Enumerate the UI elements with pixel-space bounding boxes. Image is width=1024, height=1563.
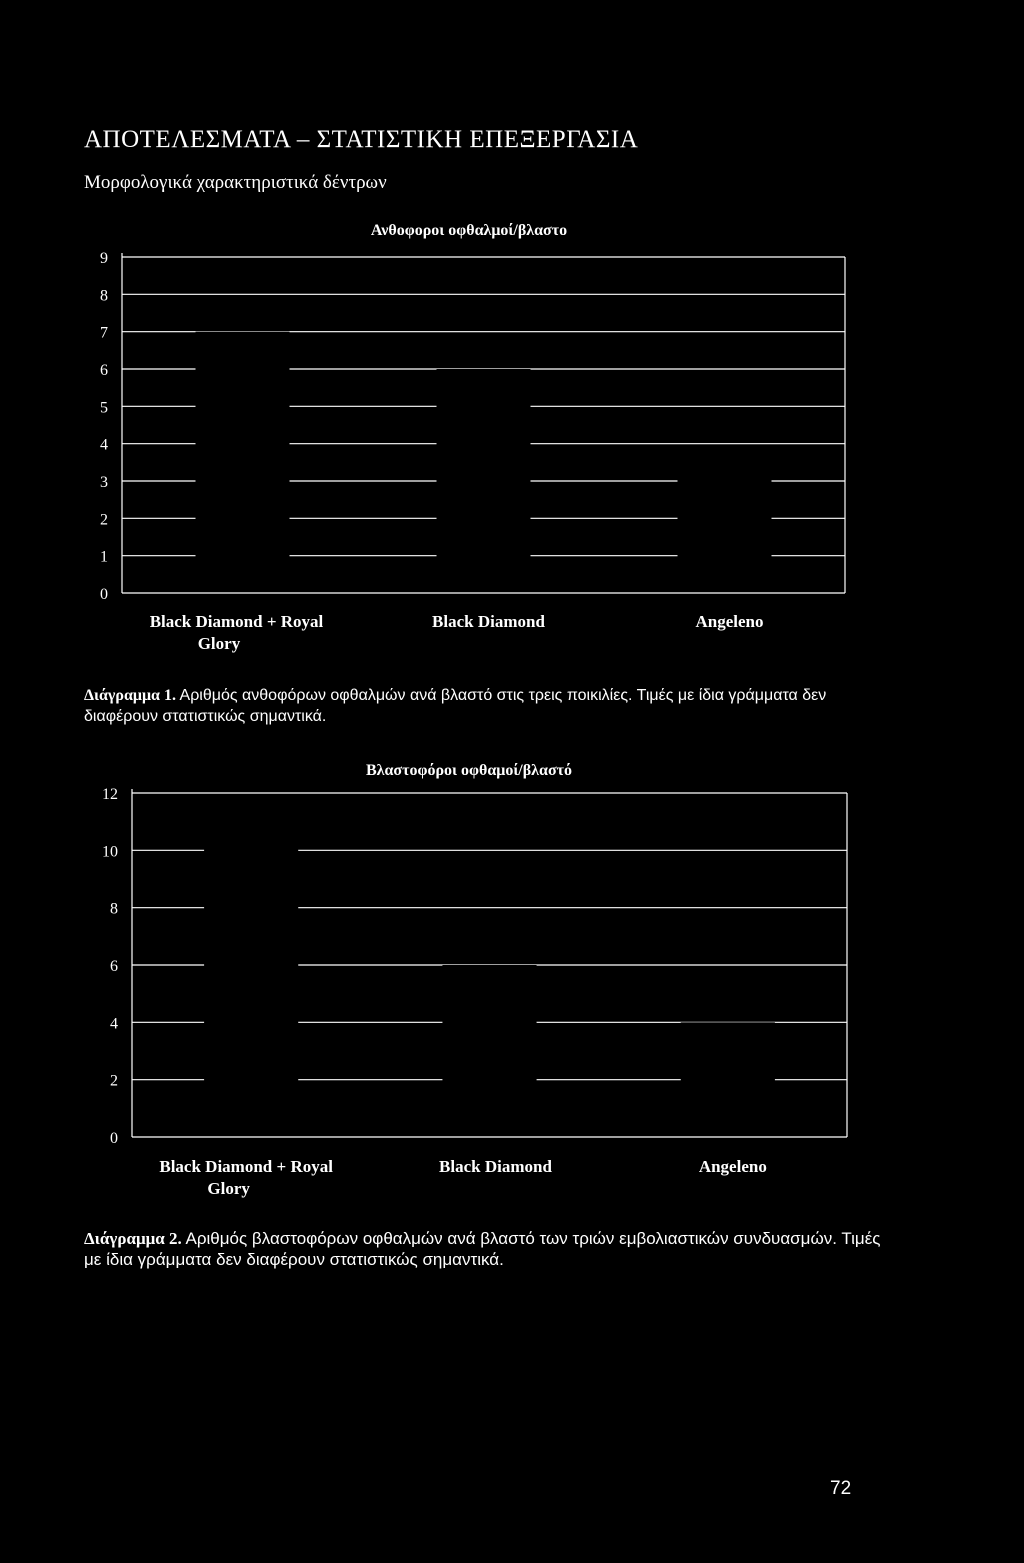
y-tick-label: 10 (102, 843, 118, 861)
category-label: Angeleno (695, 612, 764, 631)
category-label: Glory (207, 1179, 250, 1198)
caption-text: Αριθμός βλαστοφόρων οφθαλμών ανά βλαστό των τριών εμβολιαστικών συνδυασμών. Τιμές με ίδια γράμματα δεν διαφέρουν στατιστικώς σημαντικά. (84, 1229, 881, 1269)
y-tick-label: 2 (110, 1072, 118, 1090)
y-tick-label: 1 (100, 548, 108, 566)
figure-caption-2 (84, 1228, 884, 1270)
y-tick-label: 12 (102, 786, 118, 803)
y-tick-label: 8 (110, 900, 118, 918)
y-tick-label: 6 (100, 362, 108, 379)
y-tick-label: 4 (110, 1015, 118, 1033)
bar (681, 1022, 775, 1136)
y-tick-label: 4 (100, 436, 108, 454)
y-tick-label: 5 (100, 399, 108, 417)
y-tick-label: 0 (100, 586, 108, 603)
category-label: Black Diamond (439, 1157, 552, 1176)
chart-title: Βλαστοφόροι οφθαμοί/βλαστό (365, 762, 573, 779)
y-tick-label: 0 (110, 1130, 118, 1147)
caption-label: Διάγραμμα 1. (84, 687, 176, 704)
category-label: Black Diamond (432, 612, 545, 631)
caption-label: Διάγραμμα 2. (84, 1229, 182, 1248)
y-tick-label: 7 (100, 324, 108, 342)
category-label: Black Diamond + Royal (159, 1157, 333, 1176)
y-tick-label: 9 (100, 250, 108, 267)
caption-text: Αριθμός ανθοφόρων οφθαλμών ανά βλαστό στις τρεις ποικιλίες. Τιμές με ίδια γράμματα δεν διαφέρουν στατιστικώς σημαντικά. (84, 687, 827, 725)
category-label: Black Diamond + Royal (149, 612, 324, 631)
chart-title: Ανθοφοροι οφθαλμοί/βλαστο (370, 222, 568, 239)
y-tick-label: 8 (100, 287, 108, 305)
y-tick-label: 2 (100, 511, 108, 529)
y-tick-label: 3 (100, 474, 108, 491)
section-subheading: Μορφολογικά χαρακτηριστικά δέντρων (84, 172, 387, 193)
page-number: 72 (830, 1478, 852, 1499)
bar (204, 802, 298, 1136)
page-heading: ΑΠΟΤΕΛΕΣΜΑΤΑ – ΣΤΑΤΙΣΤΙΚΗ ΕΠΕΞΕΡΓΑΣΙΑ (84, 126, 639, 153)
category-label: Glory (197, 634, 241, 653)
category-label: Angeleno (698, 1157, 767, 1176)
y-tick-label: 6 (110, 958, 118, 975)
bar (442, 965, 536, 1136)
